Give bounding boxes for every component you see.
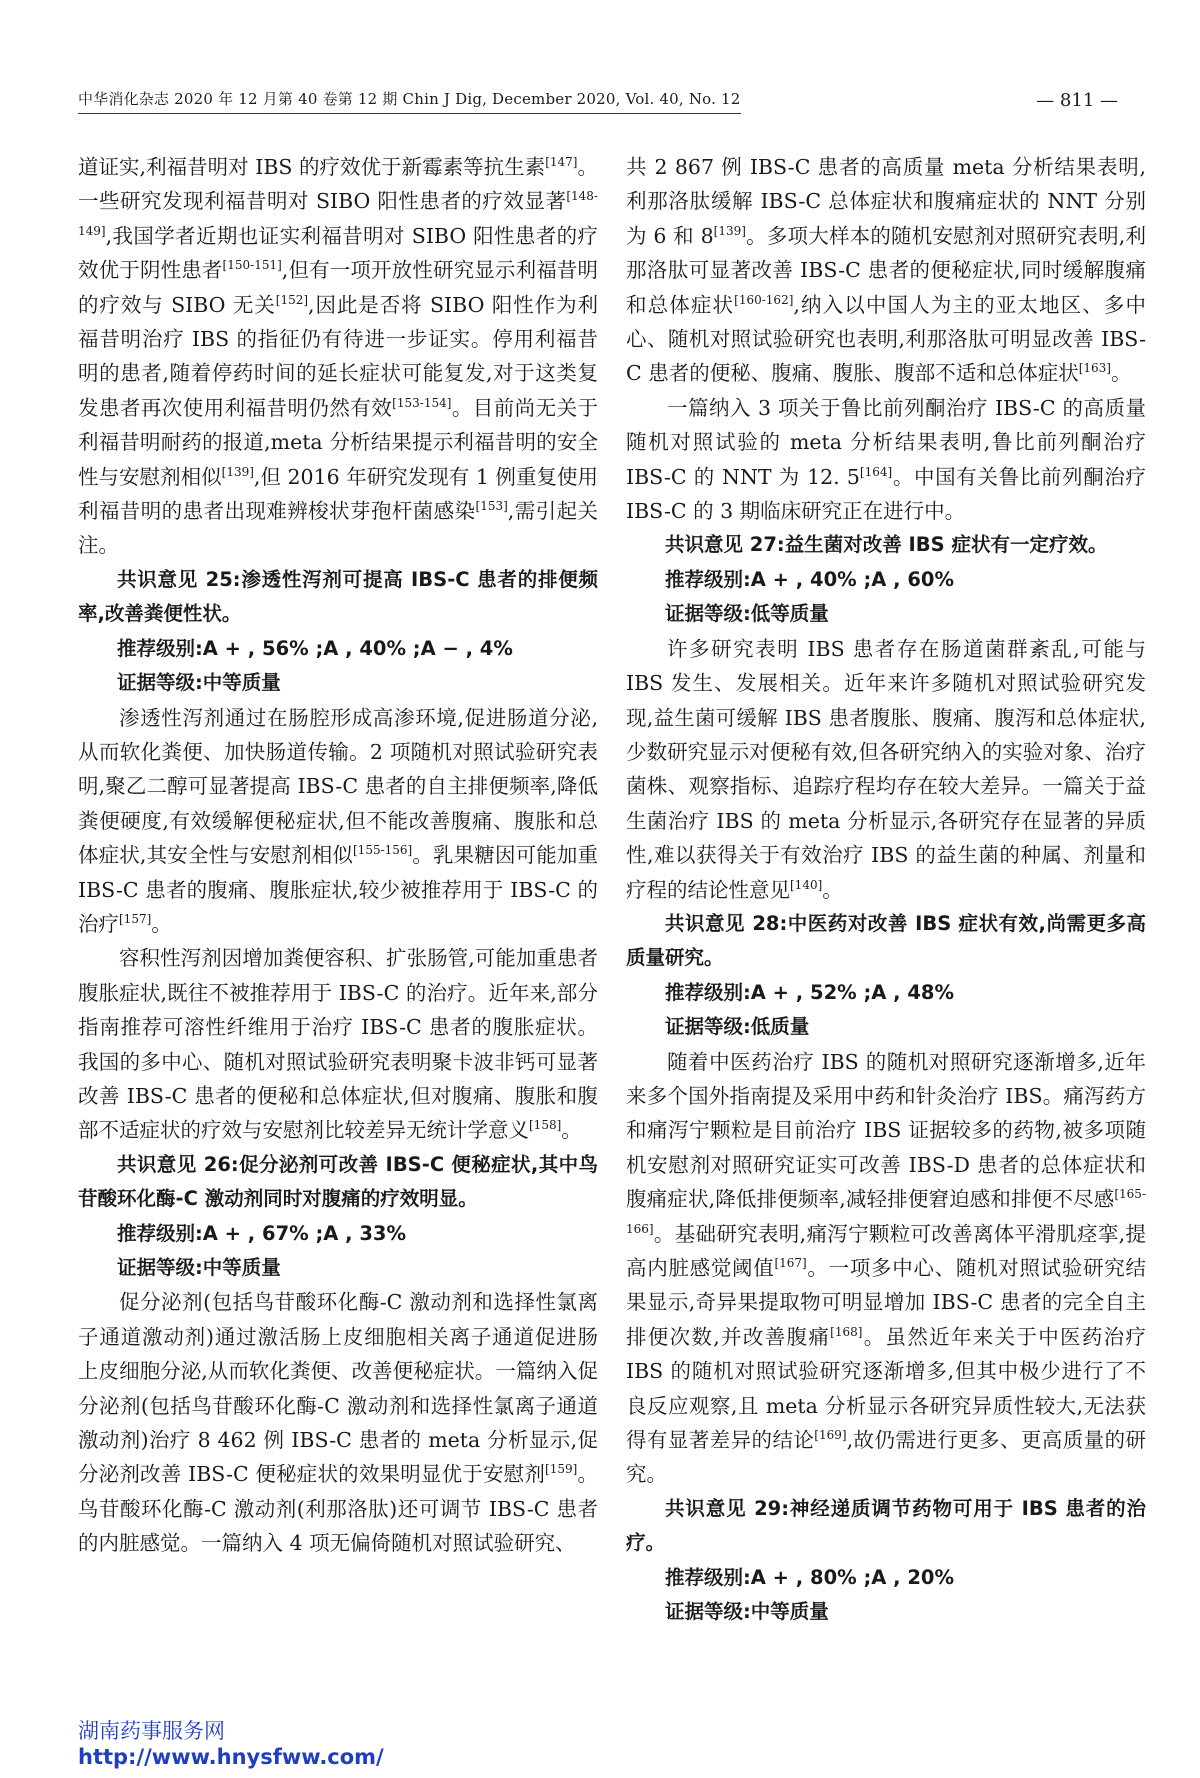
text-run: ,我国学者近期也证实利福昔明对 SIBO 阳性患者的疗效优于阴性患者 <box>78 223 598 283</box>
citation-ref: [165-166] <box>626 1187 1146 1236</box>
grade-line <box>626 1010 1146 1044</box>
text-run: 。鸟苷酸环化酶-C 激动剂(利那洛肽)还可调节 IBS-C 患者的内脏感觉。一篇纳入 4 项无偏倚随机对照试验研究、 <box>78 1462 598 1556</box>
body-paragraph <box>626 632 1146 907</box>
grade-line <box>626 1595 1146 1629</box>
body-paragraph <box>78 701 598 942</box>
citation-ref: [139] <box>221 464 254 479</box>
citation-ref: [148-149] <box>78 189 598 239</box>
text-run: 促分泌剂(包括鸟苷酸环化酶-C 激动剂和选择性氯离子通道激动剂)通过激活肠上皮细胞相关离子通道促进肠上皮细胞分泌,从而软化粪便、改善便秘症状。一篇纳入促分泌剂(包括鸟苷酸环化酶-C 激动剂和选择性氯离子通道激动剂)治疗 8 462 例 IBS-C 患者的 meta 分析显示,促分泌剂改善 IBS-C 便秘症状的效果明显优于安慰剂 <box>78 1290 598 1487</box>
text-run: 证据等级:中等质量 <box>665 1600 829 1624</box>
right-column <box>626 150 1146 1629</box>
citation-ref: [155-156] <box>353 843 413 858</box>
running-header: 中华消化杂志 2020 年 12 月第 40 卷第 12 期 Chin J Dig, December 2020, Vol. 40, No. 12 <box>78 88 741 114</box>
text-run: 。 <box>1110 361 1132 386</box>
watermark-url[interactable]: http://www.hnysfww.com/ <box>78 1745 384 1769</box>
text-run: 。 <box>822 877 843 902</box>
text-run: 容积性泻剂因增加粪便容积、扩张肠管,可能加重患者腹胀症状,既往不被推荐用于 IBS-C 的治疗。近年来,部分指南推荐可溶性纤维用于治疗 IBS-C 患者的腹胀症状。我国的多中心、随机对照试验研究表明聚卡波非钙可显著改善 IBS-C 患者的便秘和总体症状,但对腹痛、腹胀和腹部不适症状的疗效与安慰剂比较差异无统计学意义 <box>78 946 598 1143</box>
citation-ref: [164] <box>859 464 893 479</box>
grade-line <box>626 563 1146 597</box>
text-run: 共识意见 25:渗透性泻剂可提高 IBS-C 患者的排便频率,改善粪便性状。 <box>78 567 598 626</box>
citation-ref: [163] <box>1078 361 1111 376</box>
text-run: 证据等级:低质量 <box>665 1015 810 1039</box>
text-run: 。 <box>561 1118 582 1143</box>
citation-ref: [159] <box>545 1462 578 1477</box>
grade-line <box>78 1217 598 1251</box>
consensus-statement <box>626 1492 1146 1561</box>
text-run: 道证实,利福昔明对 IBS 的疗效优于新霉素等抗生素 <box>78 155 546 179</box>
citation-ref: [140] <box>790 877 823 892</box>
grade-line <box>78 1251 598 1285</box>
text-run: 。乳果糖因可能加重 IBS-C 患者的腹痛、腹胀症状,较少被推荐用于 IBS-C 的治疗 <box>78 843 599 936</box>
text-run: 。 <box>151 911 172 936</box>
text-run: 推荐级别:A + , 52% ;A , 48% <box>665 980 955 1004</box>
citation-ref: [158] <box>529 1118 562 1133</box>
grade-line <box>78 632 598 666</box>
text-run: 推荐级别:A + , 80% ;A , 20% <box>665 1565 955 1589</box>
text-run: 共识意见 27:益生菌对改善 IBS 症状有一定疗效。 <box>665 533 1108 557</box>
body-paragraph <box>78 941 598 1147</box>
text-run: 推荐级别:A + , 67% ;A , 33% <box>117 1221 407 1245</box>
text-run: 。中国有关鲁比前列酮治疗 IBS-C 的 3 期临床研究正在进行中。 <box>626 464 1147 524</box>
citation-ref: [169] <box>814 1428 847 1443</box>
text-run: 一篇纳入 3 项关于鲁比前列酮治疗 IBS-C 的高质量随机对照试验的 meta 分析结果表明,鲁比前列酮治疗 IBS-C 的 NNT 为 12. 5 <box>626 395 1146 489</box>
citation-ref: [150-151] <box>222 258 282 273</box>
text-run: ,因此是否将 SIBO 阳性作为利福昔明治疗 IBS 的指征仍有待进一步证实。停用利福昔明的患者,随着停药时间的延长症状可能复发,对于这类复发患者再次使用利福昔明仍然有效 <box>78 292 598 420</box>
text-run: 证据等级:低等质量 <box>665 602 829 626</box>
grade-line <box>78 666 598 700</box>
body-paragraph <box>78 150 598 563</box>
text-run: 。虽然近年来关于中医药治疗 IBS 的随机对照试验研究逐渐增多,但其中极少进行了不良反应观察,且 meta 分析显示各研究异质性较大,无法获得有显著差异的结论 <box>626 1324 1146 1453</box>
watermark <box>78 1718 384 1770</box>
body-paragraph <box>78 1285 598 1560</box>
grade-line <box>626 597 1146 631</box>
text-run: 随着中医药治疗 IBS 的随机对照研究逐渐增多,近年来多个国外指南提及采用中药和针灸治疗 IBS。痛泻药方和痛泻宁颗粒是目前治疗 IBS 证据较多的药物,被多项随机安慰剂对照研究证实可改善 IBS-D 患者的总体症状和腹痛症状,降低排便频率,减轻排便窘迫感和排便不尽感 <box>626 1049 1146 1212</box>
consensus-statement <box>626 907 1146 976</box>
text-run: ,需引起关注。 <box>78 499 598 558</box>
consensus-statement <box>78 563 598 632</box>
grade-line <box>626 1561 1146 1595</box>
text-run: ,但有一项开放性研究显示利福昔明的疗效与 SIBO 无关 <box>78 258 599 317</box>
citation-ref: [153] <box>475 499 508 514</box>
body-paragraph <box>626 391 1146 529</box>
citation-ref: [168] <box>830 1325 863 1340</box>
text-run: 共识意见 29:神经递质调节药物可用于 IBS 患者的治疗。 <box>626 1496 1146 1555</box>
text-run: 。基础研究表明,痛泻宁颗粒可改善离体平滑肌痉挛,提高内脏感觉阈值 <box>626 1221 1146 1280</box>
citation-ref: [152] <box>275 292 309 307</box>
citation-ref: [153-154] <box>392 396 452 411</box>
body-paragraph <box>626 150 1146 391</box>
citation-ref: [167] <box>774 1256 807 1271</box>
page-number: — 811 — <box>1036 90 1118 111</box>
citation-ref: [139] <box>713 224 746 239</box>
text-run: 证据等级:中等质量 <box>117 671 281 695</box>
citation-ref: [160-162] <box>734 292 794 307</box>
text-run: 渗透性泻剂通过在肠腔形成高渗环境,促进肠道分泌,从而软化粪便、加快肠道传输。2 项随机对照试验研究表明,聚乙二醇可显著提高 IBS-C 患者的自主排便频率,降低粪便硬度,有效缓解便秘症状,但不能改善腹痛、腹胀和总体症状,其安全性与安慰剂相似 <box>78 705 598 868</box>
text-run: 许多研究表明 IBS 患者存在肠道菌群紊乱,可能与 IBS 发生、发展相关。近年来许多随机对照试验研究发现,益生菌可缓解 IBS 患者腹胀、腹痛、腹泻和总体症状,少数研究显示对便秘有效,但各研究纳入的实验对象、治疗菌株、观察指标、追踪疗程均存在较大差异。一篇关于益生菌治疗 IBS 的 meta 分析显示,各研究存在显著的异质性,难以获得关于有效治疗 IBS 的益生菌的种属、剂量和疗程的结论性意见 <box>626 636 1146 902</box>
left-column <box>78 150 598 1561</box>
text-run: ,纳入以中国人为主的亚太地区、多中心、随机对照试验研究也表明,利那洛肽可明显改善 IBS-C 患者的便秘、腹痛、腹胀、腹部不适和总体症状 <box>626 292 1147 386</box>
text-run: 推荐级别:A + , 40% ;A , 60% <box>665 567 955 591</box>
consensus-statement <box>626 528 1146 562</box>
text-run: 证据等级:中等质量 <box>117 1256 281 1279</box>
grade-line <box>626 976 1146 1010</box>
text-run: ,故仍需进行更多、更高质量的研究。 <box>626 1428 1146 1487</box>
text-run: 共识意见 26:促分泌剂可改善 IBS-C 便秘症状,其中鸟苷酸环化酶-C 激动剂同时对腹痛的疗效明显。 <box>78 1152 598 1211</box>
text-run: 共 2 867 例 IBS-C 患者的高质量 meta 分析结果表明,利那洛肽缓解 IBS-C 总体症状和腹痛症状的 NNT 分别为 6 和 8 <box>626 155 1146 248</box>
text-run: 推荐级别:A + , 56% ;A , 40% ;A − , 4% <box>117 636 513 660</box>
consensus-statement <box>78 1148 598 1217</box>
watermark-site-name: 湖南药事服务网 <box>78 1719 225 1743</box>
text-run: 。目前尚无关于利福昔明耐药的报道,meta 分析结果提示利福昔明的安全性与安慰剂相似 <box>78 395 599 489</box>
body-paragraph <box>626 1045 1146 1492</box>
text-run: 。多项大样本的随机安慰剂对照研究表明,利那洛肽可显著改善 IBS-C 患者的便秘症状,同时缓解腹痛和总体症状 <box>626 223 1147 317</box>
text-run: 。一些研究发现利福昔明对 SIBO 阳性患者的疗效显著 <box>78 155 599 214</box>
text-run: 。一项多中心、随机对照试验研究结果显示,奇异果提取物可明显增加 IBS-C 患者的完全自主排便次数,并改善腹痛 <box>626 1256 1147 1349</box>
citation-ref: [157] <box>119 912 152 927</box>
citation-ref: [147] <box>545 155 578 170</box>
text-run: ,但 2016 年研究发现有 1 例重复使用利福昔明的患者出现难辨梭状芽孢杆菌感染 <box>78 464 599 524</box>
text-run: 共识意见 28:中医药对改善 IBS 症状有效,尚需更多高质量研究。 <box>626 911 1146 970</box>
